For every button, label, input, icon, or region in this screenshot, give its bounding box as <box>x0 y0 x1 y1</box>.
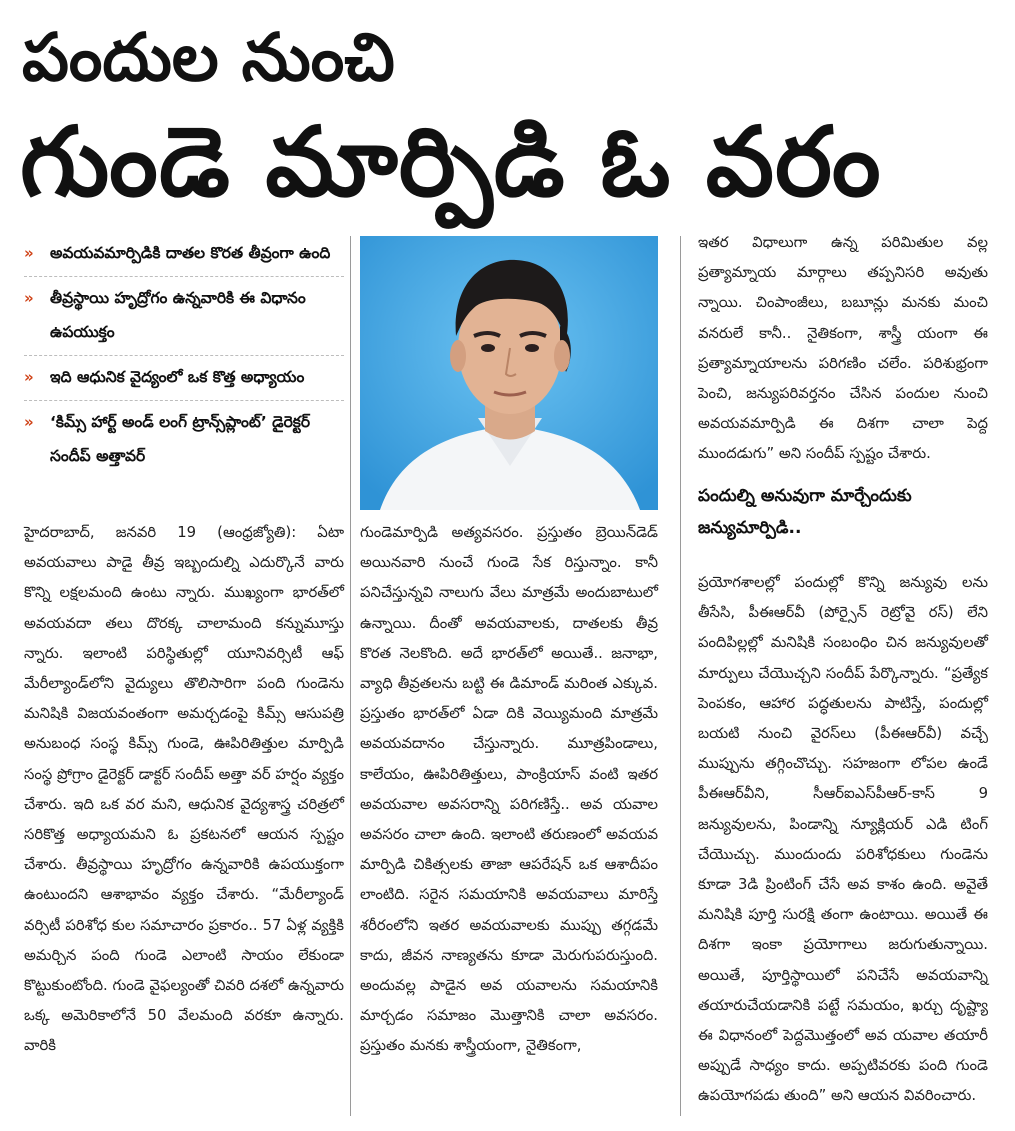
portrait-photo <box>360 236 658 510</box>
double-chevron-right-icon: » <box>24 244 34 262</box>
article-column-1: హైదరాబాద్, జనవరి 19 (ఆంధ్రజ్యోతి): ఏటా అవయవాలు పాడై తీవ్ర ఇబ్బందుల్ని ఎదుర్కొనే వారు కొన్ని లక్షలమంది ఉంటు న్నారు. ముఖ్యంగా భారత్‌లో అవయవదా తలు దొరక్క చాలామంది కన్నుమూస్తు న్నారు. ఇలాంటి పరిస్థితుల్లో యూనివర్సిటీ ఆఫ్ మేరీల్యాండ్‌లోని వైద్యులు తొలిసారిగా పంది గుండెను మనిషికి విజయవంతంగా అమర్చడంపై కిమ్స్ ఆసుపత్రి అనుబంధ సంస్థ కిమ్స్ గుండె, ఊపిరితిత్తుల మార్పిడి సంస్థ ప్రోగ్రాం డైరెక్టర్ డాక్టర్ సందీప్ అత్తా వర్ హర్షం వ్యక్తం చేశారు. ఇది ఒక వర మని, ఆధునిక వైద్యశాస్త్ర చరిత్రలో సరికొత్త అధ్యాయమని ఓ ప్రకటనలో ఆయన స్పష్టం చేశారు. తీవ్రస్థాయి హృద్రోగం ఉన్నవారికి ఉపయుక్తంగా ఉంటుందని ఆశాభావం వ్యక్తం చేశారు. “మేరీల్యాండ్ వర్సిటీ పరిశోధ కుల సమాచారం ప్రకారం.. 57 ఏళ్ల వ్యక్తికి అమర్చిన పంది గుండె ఎలాంటి సాయం లేకుండా కొట్టుకుంటోంది. గుండె వైఫల్యంతో చివరి దశలో ఉన్నవారు ఒక్క అమెరికాలోనే 50 వేలమంది వరకూ ఉన్నారు. వారికి <box>24 524 344 1055</box>
highlight-text: ఇది ఆధునిక వైద్యంలో ఒక కొత్త అధ్యాయం <box>50 368 305 386</box>
column-divider <box>680 236 681 1116</box>
column-divider <box>350 236 351 1116</box>
highlights-box <box>24 232 344 479</box>
double-chevron-right-icon: » <box>24 289 34 307</box>
article-column-3-top: ఇతర విధాలుగా ఉన్న పరిమితుల వల్ల ప్రత్యామ్నాయ మార్గాలు తప్పనిసరి అవుతు న్నాయి. చింపాంజీలు, బబూన్లు మనకు మంచి వనరులే కానీ.. నైతికంగా, శాస్త్రీ యంగా ఈ ప్రత్యామ్నాయాలను పరిగణిం చలేం. పరిశుభ్రంగా పెంచి, జన్యుపరివర్తనం చేసిన పందుల నుంచి అవయవమార్పిడి ఈ దిశగా చాలా పెద్ద ముందడుగు” అని సందీప్ స్పష్టం చేశారు. <box>698 234 988 463</box>
headline-line-2: గుండె మార్పిడి ఓ వరం <box>20 106 882 218</box>
highlight-item <box>24 232 344 277</box>
highlight-text: అవయవమార్పిడికి దాతల కొరత తీవ్రంగా ఉంది <box>50 244 331 262</box>
headline-line-1: పందుల నుంచి <box>22 19 395 96</box>
highlight-item <box>24 356 344 401</box>
double-chevron-right-icon: » <box>24 413 34 431</box>
article-column-3-bottom: ప్రయోగశాలల్లో పందుల్లో కొన్ని జన్యువు లను తీసేసి, పీఈఆర్‌వీ (పోర్సైన్ రెట్రోవై రస్) లేని పందిపిల్లల్లో మనిషికి సంబంధిం చిన జన్యువులతో మార్పులు చేయొచ్చని సందీప్ పేర్కొన్నారు. “ప్రత్యేక పెంపకం, ఆహార పద్ధతులను పాటిస్తే, పందుల్లో బయటి నుంచి వైరస్‌లు (పీఈఆర్‌వీ) వచ్చే ముప్పును తగ్గించొచ్చు. సహజంగా లోపల ఉండే పీఈఆర్‌వీని, సీఆర్ఐఎస్‌పీఆర్-కాస్ 9 జన్యువులను, పిండాన్ని న్యూక్లియర్ ఎడి టింగ్ చేయొచ్చు. ముందుందు పరిశోధకులు గుండెను కూడా 3డి ప్రింటింగ్ చేసే అవ కాశం ఉంది. అవైతే మనిషికి పూర్తి సురక్షి తంగా ఉంటాయి. అయితే ఈ దిశగా ఇంకా ప్రయోగాలు జరుగుతున్నాయి. అయితే, పూర్తిస్థాయిలో పనిచేసే అవయవాన్ని తయారుచేయడానికి పట్టే సమయం, ఖర్చు దృష్ట్యా ఈ విధానంలో పెద్దమొత్తంలో అవ యవాల తయారీ అప్పుడే సాధ్యం కాదు. అప్పటివరకు పంది గుండె ఉపయోగపడు తుంది” అని ఆయన వివరించారు. <box>698 574 988 1105</box>
double-chevron-right-icon: » <box>24 368 34 386</box>
highlight-text: తీవ్రస్థాయి హృద్రోగం ఉన్నవారికి ఈ విధానం ఉపయుక్తం <box>50 289 306 341</box>
article-column-2: గుండెమార్పిడి అత్యవసరం. ప్రస్తుతం బ్రెయిన్‌డెడ్ అయినవారి నుంచే గుండె సేక రిస్తున్నాం. కానీ పనిచేస్తున్నవి నాలుగు వేలు మాత్రమే అందుబాటులో ఉన్నాయి. దీంతో అవయవాలకు, దాతలకు తీవ్ర కొరత నెలకొంది. అదే భారత్‌లో అయితే.. జనాభా, వ్యాధి తీవ్రతలను బట్టి ఈ డిమాండ్ మరింత ఎక్కువ. ప్రస్తుతం భారత్‌లో ఏడా దికి వెయ్యిమంది మాత్రమే అవయవదానం చేస్తున్నారు. మూత్రపిండాలు, కాలేయం, ఊపిరితిత్తులు, పాంక్రియాస్ వంటి ఇతర అవయవాల అవసరాన్ని పరిగణిస్తే.. అవ యవాల అవసరం చాలా ఉంది. ఇలాంటి తరుణంలో అవయవ మార్పిడి చికిత్సలకు తాజా ఆపరేషన్ ఒక ఆశాదీపం లాంటిది. సరైన సమయానికి అవయవాలు మారిస్తే శరీరంలోని ఇతర అవయవాలకు ముప్పు తగ్గడమే కాదు, జీవన నాణ్యతను కూడా మెరుగుపరుస్తుంది. అందువల్ల పాడైన అవ యవాలను సమయానికి మార్చడం సమాజం మొత్తానికి చాలా అవసరం. ప్రస్తుతం మనకు శాస్త్రీయంగా, నైతికంగా, <box>360 524 658 1055</box>
highlight-item <box>24 277 344 356</box>
highlight-item <box>24 401 344 479</box>
highlight-text: ‘కిమ్స్ హార్ట్ అండ్ లంగ్ ట్రాన్స్‌ప్లాంట్’ డైరెక్టర్ సందీప్ అత్తావర్ <box>50 413 311 465</box>
section-subheading: పందుల్ని అనువుగా మార్చేందుకు జన్యుమార్పిడి.. <box>698 486 912 538</box>
portrait-illustration <box>360 236 658 510</box>
